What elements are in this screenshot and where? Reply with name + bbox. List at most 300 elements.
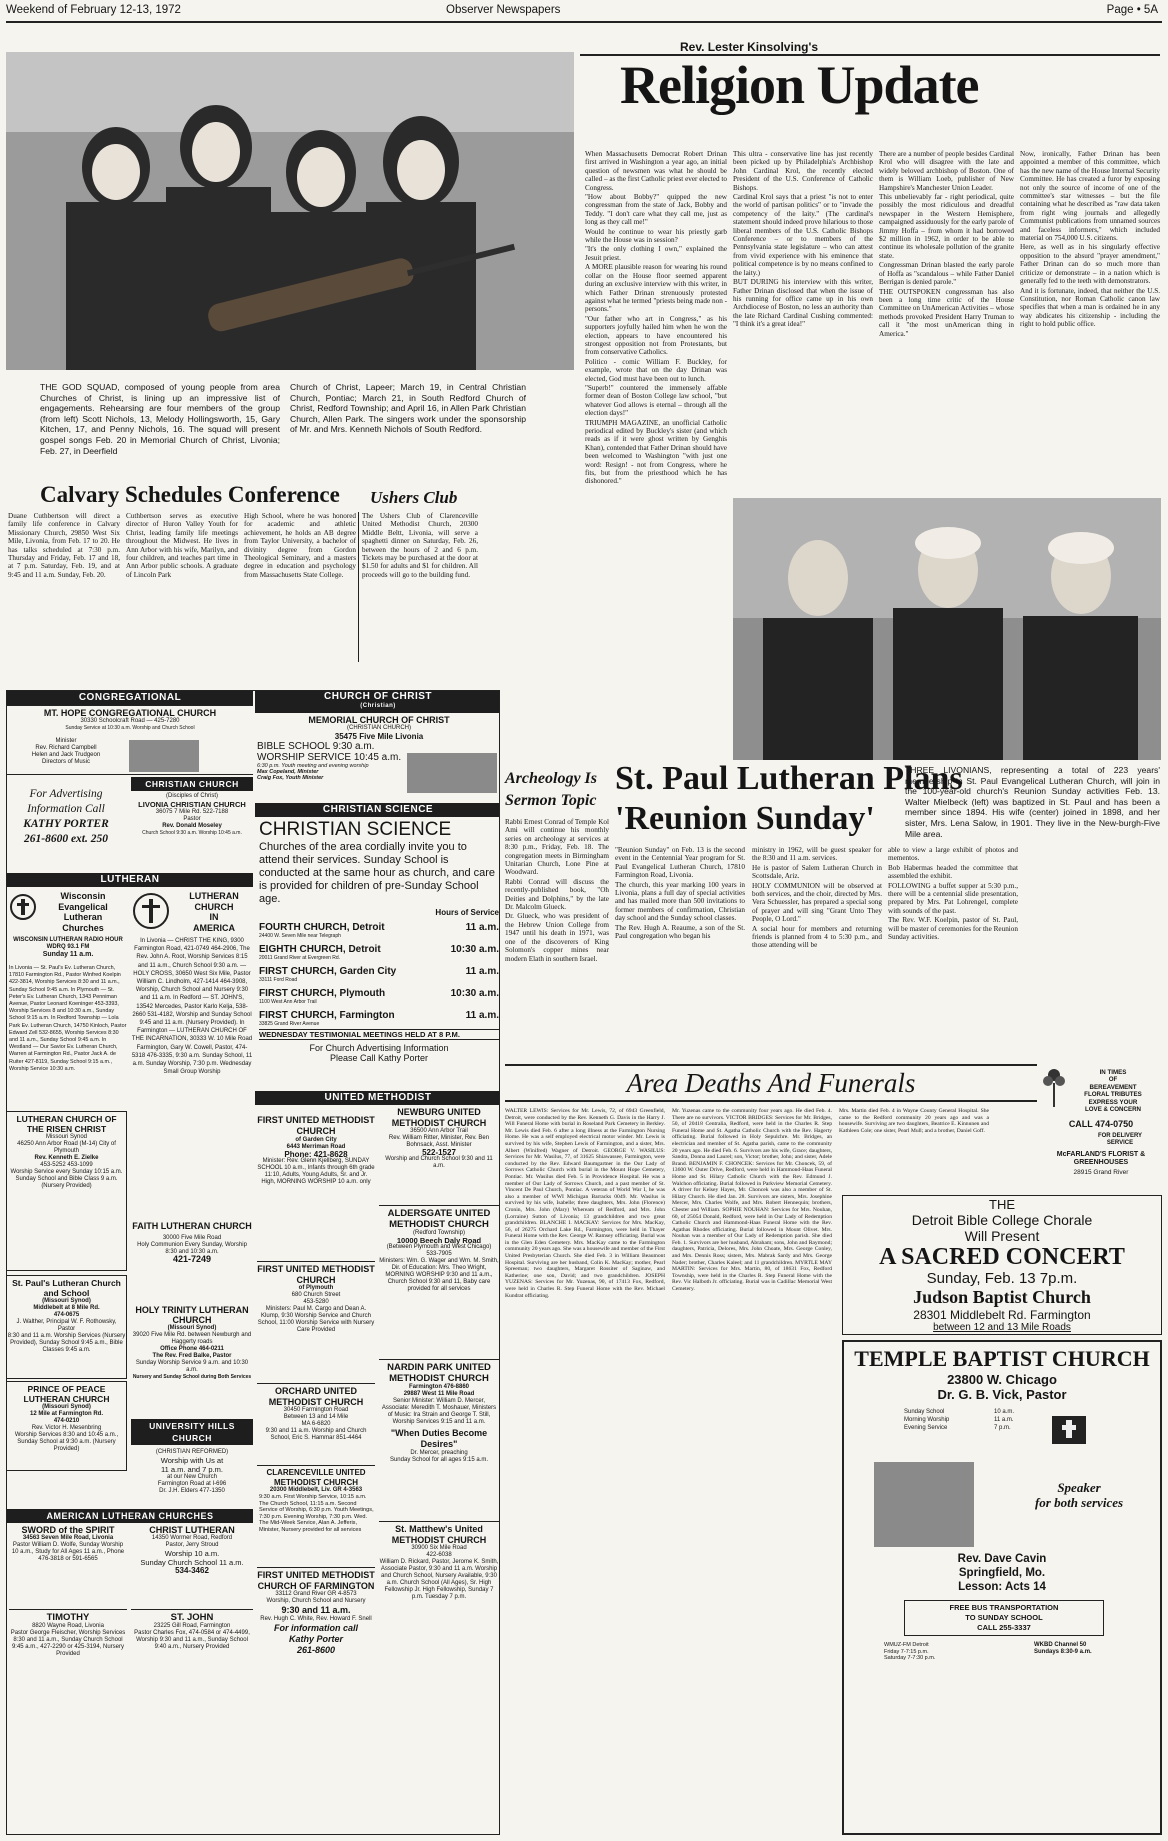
temple-speaker	[1004, 1480, 1154, 1510]
lca-title-line: CHURCH	[194, 901, 234, 912]
timothy-times: Pastor George Fleischer, Worship Services 8:30 and 11 a.m., Sunday Church School 9:45 a.m., 427-2290 or 425-3194, Nursery Provided	[10, 1630, 126, 1657]
obituary-text: Mr. Yuzenas came to the community four years ago. He died Feb. 4. There are no survivors. VICTOR BRIDGES: Services for Mr. Bridges, 50, of 20418 Centralia, Redford, were held in the Charles R. Step Funeral Home and St. Agatha Catholic Church with the Rev. Hagerty officiating. Burial followed in Holy Sepulchre. Mr. Bridges, an electrician and member of St. Agatha parish, came to the community 20 years ago. He died Feb. 6. Survivors are his wife, Grace; daughters, Sandra, Donna and Laurel; son, Victor; brother, John; and sister, Adele Brand. BENJAMIN F. CHONCEK: Services for Mr. Choncek, 59, of 13600 W. Outer Drive, Redford, were held in Hammond-Haas Funeral Home and St. Hilary Catholic Church with the Rev. Edmund J. Walchon officiating. Burial followed in Parkview Memorial Cemetery. A driver for Kelsey Hayes, Mr. Choncek was also a member of St. Hilary Church. He died Jan. 28. Survivors are sisters, Mrs. Josephine Mercer, Mrs. Charles Wolfe, and Mrs. Robert Hennequin; brothers, Chester and William. SOPHIE NOUHAN: Services for Mrs. Nouhan, 60, of 25054 Donald, Redford, were held in Our Lady of Redemption Catholic Church and Hammond-Haas Funeral Home with the Rev. Agathas Rhodes officiating. Burial followed in Mount Olivet. Mrs. Nouhan was a member of Our Lady of Redemption parish. She died Feb. 1. Survivors are her husband, Abraham; sons, John and Raymond; daughters, Patricia, Delores, Mrs. John Choate, Mrs. George Conley, and Mrs. Dennis Ross; sisters, Mrs. Mabrak Sardy and Mrs. George Nader; brother, Charles Kaleel; and 11 grandchildren. MYRTLE MAY MARTIN: Services for Mrs. Martin, 80, of 18631 Fox, Redford Township, were held in the Charles R. Step Funeral Home with the Rev. Vic Halboth Jr. officiating. Burial was in Cadillac Memorial West Cemetery.	[672, 1108, 832, 1293]
column-col-1	[585, 150, 727, 770]
stpauls-address: Middlebelt at 8 Mile Rd.	[33, 1305, 100, 1311]
christ-lutheran-pastor: Pastor, Jerry Stroud	[165, 1542, 219, 1548]
university-hills-line: at our New Church	[166, 1474, 218, 1480]
mcfarland-delivery	[1080, 1133, 1160, 1147]
calvary-paragraph: Duane Cuthbertson will direct a family life conference in Calvary Missionary Church, 29850 West Six Mile, Livonia, from Feb. 17 to 20. He has talks scheduled at 7:30 p.m. Thursday and Friday, Feb. 17 and 18, at 7 p.m. Saturday, Feb. 19, and at 9:45 and 11 a.m. Sunday, Feb. 20.	[8, 512, 120, 579]
orchard-address: 30450 Farmington Road	[283, 1407, 349, 1413]
nardin-name: NARDIN PARK UNITED METHODIST CHURCH	[387, 1362, 491, 1384]
nardin-sermon: "When Duties Become Desires"	[390, 1428, 488, 1449]
risen-christ-address: 46250 Ann Arbor Road (M-14) City of Plymouth	[17, 1141, 116, 1154]
stpauls-synod: (Missouri Synod)	[42, 1298, 91, 1304]
temple-speaker-label: Speaker	[1057, 1480, 1101, 1495]
mthope-listing	[7, 705, 253, 775]
memorial-bible-school: BIBLE SCHOOL 9:30 a.m.	[257, 741, 375, 752]
christ-lutheran-listing	[131, 1525, 253, 1605]
alc-bar: AMERICAN LUTHERAN CHURCHES	[7, 1509, 253, 1523]
holy-trinity-pastor: The Rev. Fred Balke, Pastor	[152, 1353, 232, 1359]
temple-schedule	[904, 1408, 984, 1432]
cs-time: 10:30 a.m.	[450, 988, 499, 999]
orchard-between: Between 13 and 14 Mile	[283, 1414, 349, 1420]
prince-of-peace-listing	[7, 1381, 127, 1471]
chorale-church: Judson Baptist Church	[913, 1287, 1091, 1307]
memorial-sub: (CHRISTIAN CHURCH)	[347, 725, 411, 731]
wisconsin-title-line: Churches	[62, 922, 104, 933]
mcfarland-line: LOVE & CONCERN	[1084, 1106, 1142, 1114]
sword-listing	[9, 1525, 127, 1605]
cs-address: 33825 Grand River Avenue	[259, 1021, 320, 1027]
memorial-address: 35475 Five Mile Livonia	[334, 732, 424, 741]
stpauls-phone: 474-0675	[53, 1312, 80, 1318]
god-squad-caption-text-1: THE GOD SQUAD, composed of young people from area Churches of Christ, is lining up an impressive list of engagements. Rehearsing are four members of the group (from left) Scott Nichols, 13, Melody Hollingsworth, 15, Gary Kitchen, 17, and Penny Nichols, 16. The squad will present gospel songs Feb. 20 in Memorial Church of Christ, Livonia; Feb. 27, in Deerfield	[40, 382, 280, 456]
lca-listing	[131, 889, 253, 1214]
wisconsin-title-line: Lutheran	[63, 912, 103, 922]
mcfarland-slogan	[1066, 1069, 1160, 1113]
university-hills-listing	[131, 1447, 253, 1507]
fumc-farmington-ministers: Rev. Hugh C. White, Rev. Howard F. Snell	[260, 1616, 372, 1622]
god-squad-photo	[6, 52, 574, 370]
prince-of-peace-address: 12 Mile at Farmington Rd.	[29, 1411, 103, 1417]
temple-bus-phone: CALL 255-3337	[977, 1623, 1031, 1632]
livonia-cc-listing	[131, 791, 253, 871]
column-col-4	[1020, 150, 1160, 495]
fumc-garden-city-listing	[257, 1109, 375, 1259]
stmatthews-listing	[379, 1521, 499, 1671]
chorale-the: THE	[989, 1197, 1015, 1212]
archeology-text	[505, 818, 609, 1058]
holy-trinity-times: Sunday Worship Service 9 a.m. and 10:30 a.m.	[135, 1360, 249, 1373]
orchard-name: ORCHARD UNITED METHODIST CHURCH	[268, 1386, 364, 1407]
mthope-name: MT. HOPE CONGREGATIONAL CHURCH	[43, 708, 217, 718]
column-paragraph: BUT DURING his interview with this writer, Father Drinan disclosed that when the issue of his running for office came up in his own Archdiocese of Boston, no less an authority than the late Richard Cardinal Cushing commented: "I think it's a great idea!"	[733, 278, 873, 329]
risen-christ-name: LUTHERAN CHURCH OF THE RISEN CHRIST	[16, 1114, 117, 1134]
cs-church-name: FIRST CHURCH, Farmington	[259, 1010, 395, 1021]
temple-radio-line: Saturday 7-7:30 p.m.	[884, 1655, 936, 1661]
clarenceville-listing	[257, 1465, 375, 1565]
column-paragraph: This unbelievably far - right periodical, quite possibly the most ridiculous and dreadful newspaper in the Western Hemisphere, campaigned assiduously for the early parole of Jimmy Hoffa – from whom it had borrowed $2 million in 1962, in order to be able to continue its wholesale pollution of the granite state.	[879, 193, 1014, 260]
livonians-caption-text: THREE LIVONIANS, representing a total of 223 years' membership in St. Paul Evangelical Lutheran Church, will join in the 100-year-old church's Reunion Sunday activities Feb. 13. Walter Mielbeck (left) was baptized in St. Paul and has been a member since 1894. His wife (center) joined in 1898, and her sister, Mrs. Lena Salow, in 1901. They live in the New-burgh-Five Mile area.	[905, 765, 1160, 839]
prince-of-peace-phone: 474-0210	[53, 1418, 80, 1424]
calvary-headline: Calvary Schedules Conference	[40, 482, 340, 507]
temple-bible-icon	[1044, 1402, 1094, 1452]
lca-church-list: In Livonia — CHRIST THE KING, 9300 Farmington Road, 421-0749 464-2906, The Rev. John A. Root, Worship Services 8:15 and 11 a.m., Church School 9:30 a.m. — HOLY CROSS, 30650 West Six Mile, Pastor William C. Lindholm, 427-1414 464-3908, Worship, Church School and Nursery 9:30 and 11 a.m. In Redford — ST. JOHN'S, 13542 Mercedes, Pastor Karlo Kelja, 538-2660 531-4182, Worship and Sunday School 9:45 and 11 a.m. (Nursery Provided). In Farmington — LUTHERAN CHURCH OF THE INCARNATION, 30333 W. 10 Mile Road Farmington, Gary W. Cowell, Pastor, 474-5318 476-3335, 9:30 a.m. Sunday School, 11 a.m. Sunday Worship, 7:30 p.m. Wednesday Small Group Worship	[131, 938, 253, 1076]
christian-science-listing	[259, 819, 499, 1089]
memorial-worship: WORSHIP SERVICE 10:45 a.m.	[257, 752, 402, 763]
christ-lutheran-name: CHRIST LUTHERAN	[149, 1525, 235, 1535]
memorial-evening: 6:30 p.m. Youth meeting and evening worship	[257, 763, 369, 769]
orchard-listing	[257, 1383, 375, 1463]
chorale-will: Will Present	[964, 1228, 1040, 1244]
nardin-preacher: Dr. Mercer, preaching	[410, 1450, 468, 1456]
calvary-col-3	[244, 512, 356, 682]
holy-trinity-address: 39020 Five Mile Rd. between Newburgh and Haggerty roads	[132, 1332, 252, 1345]
risen-christ-times: Worship Service every Sunday 10:15 a.m. Sunday School and Bible Class 9 a.m. (Nursery Provided)	[10, 1169, 123, 1189]
fumc-farmington-info: Worship, Church School and Nursery	[266, 1598, 366, 1604]
mcfarland-line: BEREAVEMENT	[1089, 1083, 1137, 1091]
cs-address: 20011 Grand River at Evergreen Rd.	[259, 955, 341, 961]
cs-time: 11 a.m.	[465, 1010, 499, 1021]
mcfarland-line: IN TIMES	[1099, 1069, 1127, 1076]
temple-service-time: 10 a.m.	[994, 1409, 1015, 1415]
fumc-farmington-ad: Kathy Porter	[288, 1634, 343, 1644]
faith-lutheran-address: 30000 Five Mile Road	[162, 1235, 222, 1241]
column-paragraph: Cardinal Krol says that a priest "is not to enter the world of partisan politics" or to "invade the competency of the laity." (The cardinal's statement should indeed prove hilarious to those liberal members of the U.S. Catholic Bishops Conference – or to members of the Pennsylvania state legislature – who can attest from vivid experience with his eminence that political competence is by no means confined to the laity.)	[733, 193, 873, 277]
stmatthews-phone: 422-6038	[426, 1552, 452, 1558]
stpaul-paragraph: Bob Habermas headed the committee that assembled the exhibit.	[888, 863, 1018, 881]
livonia-cc-denomination: (Disciples of Christ)	[165, 793, 218, 799]
archeology-paragraph: Dr. Glueck, who was president of the Hebrew Union College from 1947 until his death in 1971, was one of the discoverers of King Solomon's copper mines near modern Elath in southern Israel.	[505, 912, 609, 963]
lca-title	[177, 891, 251, 933]
stjohn-times: Pastor Charles Fox, 474-0584 or 474-4499, Worship 9:30 and 11 a.m., Sunday School 9:40 a.m., Nursery Provided	[134, 1630, 250, 1650]
cs-row	[259, 1010, 499, 1021]
holy-trinity-listing	[131, 1305, 253, 1417]
stpaul-paragraph: The Rev. Hugh A. Reaume, a son of the St. Paul congregation who began his	[615, 923, 745, 941]
column-paragraph: "It's the only clothing I own," explained the Jesuit priest.	[585, 245, 727, 262]
column-paragraph: "Our father who art in Congress," as his supporters joyfully hailed him when he won the election, appears to have encountered his strongest opposition not from Protestants, but from conservative Catholics.	[585, 314, 727, 357]
timothy-address: 8820 Wayne Road, Livonia	[32, 1623, 104, 1629]
mthope-minister: Rev. Richard Campbell	[35, 745, 97, 751]
nardin-sunday-school: Sunday School for all ages 9:15 a.m.	[389, 1457, 489, 1463]
column-paragraph: Here, as well as in his singularly effective opposition to the absurd "prayer amendment," Father Drinan can do so much more than criticize or demonstrate – in a nation which is generally fed to the teeth with demonstrators.	[1020, 243, 1160, 286]
temple-times	[994, 1408, 1034, 1432]
nardin-phone: Farmington 476-8860	[408, 1384, 470, 1390]
temple-service-label: Morning Worship	[904, 1417, 950, 1423]
cs-church-name: FIRST CHURCH, Garden City	[259, 966, 397, 977]
stpaul-paragraph: The church, this year marking 100 years in Livonia, plans a full day of special activities and has mailed more than 500 invitations to former members of confirmation, Christian day school and the Sunday school classes.	[615, 880, 745, 923]
obituary-text: WALTER LEWIS: Services for Mr. Lewis, 72, of 6943 Greenfield, Detroit, were conducted by the Rev. Kenneth G. Davis in the Harry J. Will Funeral Home with burial in Roseland Park Cemetery in Berkley. Mr. Lewis died Feb. 6 after a long illness at the Farmington Nursing Home. He was a self employed electrical motor winder. Mr. Lewis is survived by his wife, Stephen Lewis of Farmington, and a sister, Mrs. Albert (Winifred) Wagner of Detroit. GEORGE V. WASILUS: Services for Mr. Wasilus, 77, of 31625 Shiawassee, Farmington, were conducted by the Rev. Edward Baumgartner in the Our Lady of Sorrows Catholic Church with burial in the Mount Hope Cemetery, Pontiac. Mr. Wasilus died Feb. 5 in Providence Hospital. He was a member of Our Lady of Sorrows Church, and a past member of St. Vincent De Paul Church, Pontiac. A veteran of World War I, he was also a member of WWI Michigan Barracks 0049. Mr. Wasilus is survived by his wife, Isabelle; three daughters, Mrs. John (Florence) Cronin, Mrs. John (Mary) Wheream of Redford, and Mrs. John (Lorraine) Sutton of Livonia; 13 grandchildren and two great grandchildren. BLANCHE I. MACKAY: Services for Mrs. MacKay, 56, of 26275 Orchard Lake Rd., Farmington, were held in Thayer Funeral Home with the Rev. George W. Ramsey officiating. Burial was in the Glen Eden Cemetery. Mrs. MacKay came to the Farmington community 20 years ago. She was a housewife and member of the First United Presbyterian Church. She died Feb. 3 in William Beaumont Hospital. Surviving are her husband, Colin K. MacKay; mother, Pearl Spreeman; two daughters, Margaret Rossiter of Saginaw, and Katherine; one son, David; and two grandchildren. JOSEPH YUZENAS: Services for Mr. Yuzenas, 90, of 17413 Fox, Redford, were held in Charles R. Step Funeral Home with the Rev. Michael Kundrat officiating.	[505, 1108, 665, 1299]
temple-tv	[1034, 1642, 1144, 1656]
sword-address: 34563 Seven Mile Road, Livonia	[22, 1535, 114, 1541]
cs-hours-label: Hours of Service	[435, 908, 499, 917]
cs-row	[259, 922, 499, 933]
column-paragraph: A MORE plausible reason for wearing his round collar on the House floor seemed apparent during an exclusive interview with this writer, in which Father Drinan strenuously protested against what he termed "priests being made non - persons."	[585, 263, 727, 314]
fumc-farmington-listing	[257, 1567, 375, 1717]
publication-name: Observer Newspapers	[446, 4, 561, 16]
chorale-name: Detroit Bible College Chorale	[911, 1212, 1093, 1228]
newburg-name: NEWBURG UNITED METHODIST CHURCH	[391, 1107, 487, 1128]
advertising-info	[11, 779, 121, 869]
ushers-text	[362, 512, 478, 682]
temple-pastor: Dr. G. B. Vick, Pastor	[937, 1387, 1067, 1402]
column-paragraph: And it is fortunate, indeed, that neither the U.S. Constitution, nor Roman Catholic canon law specifies that when a man is ordained he in any way abdicates his citizenship - including the right to hold public office.	[1020, 286, 1160, 329]
christ-lutheran-school: Sunday Church School 11 a.m.	[140, 1558, 244, 1567]
temple-name: TEMPLE BAPTIST CHURCH	[854, 1346, 1150, 1371]
mcfarland-ad	[1040, 1065, 1162, 1190]
obituary-text: Mrs. Martin died Feb. 4 in Wayne County General Hospital. She came to the Redford community 20 years ago and was a housewife. Surviving are two daughters, Beatrice E. Kinnunen and Kathleen Cole; one sister, Pearl Mull; and a brother, Daniel Goff.	[839, 1108, 989, 1134]
cs-time: 11 a.m.	[465, 922, 499, 933]
lca-title-line: AMERICA	[193, 922, 235, 933]
mthope-church-photo	[129, 740, 199, 772]
newburg-address: 36500 Ann Arbor Trail	[410, 1128, 468, 1134]
lca-seal-icon	[131, 891, 175, 931]
temple-guest	[844, 1552, 1160, 1594]
nardin-ministers: Senior Minister: William D. Mercer, Associate: Meredith T. Moshauer, Ministers of Music: Ira Strain and George T. Still, Worship Services 9:15 and 11 a.m.	[381, 1398, 497, 1425]
temple-service-time: 11 a.m.	[994, 1417, 1014, 1423]
archeology-headline-1: Archeology Is	[505, 770, 597, 787]
risen-christ-synod: Missouri Synod	[45, 1134, 87, 1140]
column-col-2	[733, 150, 873, 495]
temple-speaker-photo	[874, 1462, 974, 1547]
stmatthews-times: William D. Rickard, Pastor, Jerome K. Smith, Associate Pastor, 9:30 and 11 a.m. Worship and Church School, Nursery Available, 9:30 a.m. Church School (All Ages), Sr. High Fellowship Jr. High Fellowship, Sunday 7 p.m. Tuesday 7 p.m.	[379, 1559, 499, 1600]
fumc-plymouth-name: FIRST UNITED METHODIST CHURCH	[257, 1264, 375, 1285]
mthope-staff	[11, 738, 121, 766]
god-squad-photo-art	[6, 52, 574, 370]
column-byline: Rev. Lester Kinsolving's	[680, 40, 819, 54]
christ-lutheran-worship: Worship 10 a.m.	[164, 1549, 220, 1558]
stpaul-paragraph: He is pastor of Salem Lutheran Church in Scottsdale, Ariz.	[752, 863, 882, 881]
cs-intro: Churches of the area cordially invite you to attend their services. Sunday School is conducted at the same hour as church, and care is provided for children of pre-Sunday School age.	[259, 841, 496, 905]
temple-tv-line: Sundays 8:30-9 a.m.	[1034, 1649, 1092, 1655]
cs-ad-line: For Church Advertising Information	[309, 1043, 449, 1053]
faith-lutheran-phone: 421-7249	[172, 1254, 212, 1264]
cs-row	[259, 944, 499, 955]
header-rule	[6, 21, 1162, 23]
temple-tv-line: WKBD Channel 50	[1034, 1642, 1087, 1648]
livonia-cc-times: Church School 9:30 a.m. Worship 10:45 a.m.	[142, 830, 242, 836]
christ-lutheran-phone: 534-3462	[175, 1566, 209, 1575]
temple-speaker-both: for both services	[1034, 1495, 1124, 1510]
page-number: Page • 5A	[1106, 4, 1158, 16]
temple-radio-line: WMUZ-FM Detroit	[884, 1642, 929, 1648]
christ-lutheran-address: 14350 Wormer Road, Redford	[151, 1535, 233, 1541]
cs-row	[259, 966, 499, 977]
deaths-headline: Area Deaths And Funerals	[626, 1068, 916, 1098]
fumc-plymouth-phone: 453-5280	[303, 1299, 329, 1305]
aldersgate-name: ALDERSGATE UNITED METHODIST CHURCH	[387, 1208, 491, 1230]
mcfarland-delivery-line: SERVICE	[1106, 1140, 1134, 1146]
mcfarland-address: 28915 Grand River	[1073, 1169, 1129, 1176]
deaths-col-1	[505, 1108, 665, 1833]
livonians-photo	[733, 498, 1161, 760]
stjohn-listing	[131, 1609, 253, 1689]
church-directory	[6, 690, 500, 1835]
congregational-bar: CONGREGATIONAL	[7, 691, 253, 705]
stpaul-paragraph: ministry in 1962, will be guest speaker for the 8:30 and 11 a.m. services.	[752, 846, 882, 863]
stmatthews-address: 30900 Six Mile Road	[411, 1545, 467, 1551]
risen-christ-phone: 453-5252 453-1099	[40, 1162, 93, 1168]
lca-title-line: IN	[209, 912, 219, 922]
mthope-minister-label: Minister	[55, 738, 77, 744]
aldersgate-sub: (Redford Township)	[413, 1230, 465, 1236]
stpaul-col-2	[752, 846, 882, 1061]
mcfarland-flower-icon	[1042, 1067, 1066, 1107]
stjohn-address: 23225 Gill Road, Farmington	[153, 1623, 231, 1629]
stpauls-lutheran-listing	[7, 1275, 127, 1379]
god-squad-caption-left	[40, 382, 280, 478]
fumc-farmington-times: 9:30 and 11 a.m.	[281, 1605, 351, 1615]
archeology-paragraph: Rabbi Ernest Conrad of Temple Kol Ami will continue his monthly series on archeology at services at 8:30 p.m., Friday, Feb. 18. The congregation meets in Birmingham Unitarian Church, Lone Pine at Woodward.	[505, 818, 609, 877]
fumc-plymouth-sub: of Plymouth	[298, 1285, 334, 1291]
column-paragraph: "How about Bobby?" quipped the new congressman from the state of Jack, Bobby and Teddy. "I don't care what they call me, just as long as they call me!"	[585, 193, 727, 227]
stpauls-times: 8:30 and 11 a.m. Worship Services (Nursery Provided), Sunday School 9:45 a.m., Bible Classes 9:45 a.m.	[7, 1333, 126, 1353]
memorial-church-photo	[407, 753, 497, 793]
church-of-christ-title: CHURCH OF CHRIST	[324, 691, 432, 702]
cs-row	[259, 988, 499, 999]
wisconsin-radio: WISCONSIN LUTHERAN RADIO HOUR WDRQ 93.1 FM	[13, 937, 123, 950]
mcfarland-line: EXPRESS YOUR	[1088, 1098, 1138, 1106]
prince-of-peace-synod: (Missouri Synod)	[42, 1404, 91, 1410]
memorial-name: MEMORIAL CHURCH OF CHRIST	[308, 715, 450, 725]
holy-trinity-synod: (Missouri Synod)	[167, 1325, 217, 1331]
risen-christ-listing	[7, 1111, 127, 1271]
christian-science-bar: CHRISTIAN SCIENCE	[255, 803, 500, 817]
fumc-farmington-ad-phone: 261-8600	[296, 1645, 336, 1655]
column-paragraph: Congressman Drinan blasted the early parole of Hoffa as "scandalous – while Father Daniel Berrigan is denied parole."	[879, 261, 1014, 287]
deaths-banner	[505, 1064, 1037, 1102]
cs-wednesday: WEDNESDAY TESTIMONIAL MEETINGS HELD AT 8 P.M.	[259, 1029, 499, 1040]
calvary-paragraph: High School, where he was honored for academic and athletic achievement, he holds an AB degree from Taylor University, a bachelor of divinity degree from Gordon Theological Seminary, and a masters degree in education and psychology from Massachusetts State College.	[244, 512, 356, 579]
stjohn-name: ST. JOHN	[170, 1612, 214, 1623]
cs-address: 24400 W. Seven Mile near Telegraph	[259, 933, 341, 939]
god-squad-caption-text-2: Church of Christ, Lapeer; March 19, in Central Christian Church, Pontiac; March 21, in South Redford Church of Christ, Redford Township; and April 16, in Allen Park Christian Church, Allen Park. The singers work under the sponsorship of Mr. and Mrs. Kenneth Nichols of South Redford.	[290, 382, 526, 435]
wisconsin-title	[39, 891, 127, 933]
stmatthews-name: St. Matthew's United METHODIST CHURCH	[391, 1524, 487, 1545]
prince-of-peace-name: PRINCE OF PEACE LUTHERAN CHURCH	[23, 1384, 110, 1404]
temple-service-label: Sunday School	[904, 1409, 945, 1415]
fumc-garden-phone: Phone: 421-8628	[284, 1150, 348, 1159]
stpaul-col-3	[888, 846, 1018, 1061]
newburg-listing	[379, 1107, 499, 1203]
livonia-cc-address: 36075 7 Mile Rd. 522-7188	[155, 809, 229, 815]
ad-info-name: KATHY PORTER	[23, 818, 109, 830]
wisconsin-radio-time: Sunday 11 a.m.	[42, 951, 94, 958]
mcfarland-line: FLORAL TRIBUTES	[1084, 1091, 1142, 1099]
fumc-plymouth-times: Ministers: Paul M. Cargo and Dean A. Klump, 9:30 Worship Service and Church School, 11:00 Worship Service with Nursery Care Provided	[257, 1306, 375, 1333]
memorial-youth-minister: Craig Fox, Youth Minister	[257, 775, 324, 781]
church-of-christ-bar	[255, 691, 500, 713]
orchard-phone: MA 6-6820	[301, 1421, 331, 1427]
aldersgate-between: (Between Plymouth and West Chicago)	[386, 1244, 492, 1250]
fumc-garden-sub: of Garden City	[295, 1137, 337, 1143]
cs-ad-line: Please Call Kathy Porter	[329, 1053, 429, 1063]
stpaul-headline-2: 'Reunion Sunday'	[615, 800, 875, 837]
temple-bus-line: TO SUNDAY SCHOOL	[965, 1613, 1043, 1622]
mcfarland-phone: CALL 474-0750	[1068, 1119, 1134, 1129]
cs-time: 11 a.m.	[465, 966, 499, 977]
clarenceville-name: CLARENCEVILLE UNITED METHODIST CHURCH	[266, 1468, 366, 1487]
newburg-ministers: Rev. William Ritter, Minister, Rev. Ben Bohnsack, Asst. Minister	[388, 1135, 490, 1148]
calvary-col-1	[8, 512, 120, 682]
clarenceville-address: 20300 Middlebelt, Liv. GR 4-3563	[269, 1487, 363, 1493]
prince-of-peace-pastor: Rev. Victor H. Mesenbring	[31, 1425, 102, 1431]
ushers-headline: Ushers Club	[370, 488, 458, 507]
fumc-plymouth-address: 680 Church Street	[291, 1292, 341, 1298]
temple-guest-city: Springfield, Mo.	[958, 1567, 1046, 1579]
prince-of-peace-times: Worship Services 8:30 and 10:45 a.m., Sunday School at 9:30 a.m. (Nursery Provided)	[14, 1432, 119, 1452]
university-hills-denomination: (CHRISTIAN REFORMED)	[155, 1449, 229, 1455]
university-hills-line: Farmington Road at I-696	[157, 1481, 227, 1487]
newburg-times: Worship and Church School 9:30 and 11 a.m.	[385, 1156, 493, 1169]
nardin-address: 29887 West 11 Mile Road	[403, 1391, 475, 1397]
page-header	[6, 4, 1162, 20]
stpaul-col-1	[615, 846, 745, 1061]
calvary-paragraph: Cuthbertson serves as executive director of Huron Valley Youth for Christ, leading family life meetings throughout the Midwest. He lives in Ann Arbor with his wife, Marilyn, and four children, and teaches part time in Ann Arbor public schools. A graduate of Lincoln Park	[126, 512, 238, 579]
column-paragraph: THE OUTSPOKEN congressman has also been a long time critic of the House Committee on UnAmerican Activities – whose methods provoked President Harry Truman to call it "the most unAmerican thing in America."	[879, 287, 1014, 338]
cs-church-name: FIRST CHURCH, Plymouth	[259, 988, 386, 999]
mthope-music: Helen and Jack Trudgeon	[31, 752, 101, 758]
university-hills-line: 11 a.m. and 7 p.m.	[161, 1465, 223, 1474]
temple-guest-name: Rev. Dave Cavin	[957, 1553, 1047, 1565]
sword-times: Pastor William D. Wolfe, Sunday Worship 10 a.m., Study for All Ages 11 a.m., Phone 476-3818 or 591-6565	[11, 1542, 125, 1562]
wisconsin-title-line: Evangelical	[58, 901, 108, 912]
clarenceville-times: 9:30 a.m. First Worship Service, 10:15 a.m. The Church School, 11:15 a.m. Second Service of Worship, 6:30 p.m. Youth Meetings, 7:30 p.m. Evening Worship, 7:30 p.m. Wed. The Mid-Week Service, Alan A. Jefferis, Minister, Nursery provided for all services	[259, 1494, 374, 1533]
ad-info-line: For Advertising	[29, 788, 103, 800]
ad-info-phone: 261-8600 ext. 250	[23, 833, 108, 845]
chorale-date: Sunday, Feb. 13 7p.m.	[926, 1270, 1078, 1287]
stpaul-paragraph: HOLY COMMUNION will be observed at both services, and the choir, directed by Mrs. Vera Schuessler, has prepared a special song of prayer and will sing "Grant Unto They People, O Lord."	[752, 881, 882, 924]
fumc-plymouth-listing	[257, 1261, 375, 1381]
column-title: Religion Update	[620, 55, 979, 115]
sword-name: SWORD of the SPIRIT	[21, 1525, 115, 1535]
stpauls-name: St. Paul's Lutheran Church and School	[12, 1278, 121, 1298]
calvary-col-2	[126, 512, 238, 682]
fumc-farmington-address: 33112 Grand River GR 4-8573	[275, 1591, 357, 1597]
wisconsin-title-line: Wisconsin	[60, 891, 106, 901]
university-hills-line: Dr. J.H. Elders 477-1350	[159, 1488, 225, 1494]
mcfarland-line: OF	[1108, 1076, 1118, 1084]
temple-bus-line: FREE BUS TRANSPORTATION	[949, 1603, 1059, 1612]
cs-church-name: FOURTH CHURCH, Detroit	[259, 922, 385, 933]
temple-bus-box	[904, 1600, 1104, 1636]
temple-radio-line: Friday 7-7:15 p.m.	[884, 1648, 929, 1655]
livonia-cc-pastor-label: Pastor	[183, 816, 201, 822]
chorale-between: between 12 and 13 Mile Roads	[933, 1322, 1071, 1333]
mthope-address: 30330 Schoolcraft Road — 425-7280	[80, 718, 180, 724]
fumc-garden-address: 6443 Merriman Road	[286, 1144, 346, 1150]
deaths-col-3	[839, 1108, 989, 1168]
temple-address: 23800 W. Chicago	[947, 1372, 1057, 1387]
ushers-paragraph: The Ushers Club of Clarenceville United Methodist Church, 20300 Middle Beltt, Livonia, will serve a spaghetti dinner on Saturday, Feb. 26, between the hours of 2 and 6 p.m. Tickets may be purchased at the door at $1.50 for adults and $1 for children. All proceeds will go to the building fund.	[362, 512, 478, 579]
orchard-times: 9:30 and 11 a.m. Worship and Church School, Eric S. Hammar 851-4464	[265, 1428, 367, 1441]
lca-title-line: LUTHERAN	[189, 891, 239, 901]
cs-church-name: EIGHTH CHURCH, Detroit	[259, 944, 381, 955]
aldersgate-listing	[379, 1205, 499, 1355]
university-hills-line: Worship with Us at	[160, 1456, 224, 1465]
mcfarland-delivery-line: FOR DELIVERY	[1097, 1133, 1143, 1139]
cs-time: 10:30 a.m.	[450, 944, 499, 955]
stpaul-paragraph: FOLLOWING a buffet supper at 5:30 p.m., there will be a centennial slide presentation, prepared by Mrs. Pat Lohrengel, complete with sounds of the past.	[888, 881, 1018, 915]
mthope-sub: Sunday Service at 10:30 a.m. Worship and Church School	[65, 725, 195, 731]
ushers-divider	[358, 512, 359, 662]
fumc-garden-name: FIRST UNITED METHODIST CHURCH	[257, 1115, 375, 1136]
chorale-address: 28301 Middlebelt Rd. Farmington	[913, 1308, 1091, 1322]
temple-lesson: Lesson: Acts 14	[958, 1581, 1046, 1593]
column-paragraph: This ultra - conservative line has just recently been picked up by Philadelphia's Archbishop John Cardinal Krol, the recently elected President of the U.S. Conference of Catholic Bishops.	[733, 150, 873, 192]
column-paragraph: Politico - comic William F. Buckley, for example, wrote that on the day Drinan was elected, God must have been out to lunch.	[585, 357, 727, 383]
stpaul-paragraph: The Rev. W.F. Koelpin, pastor of St. Paul, will be master of ceremonies for the Reunion Sunday activities.	[888, 916, 1018, 942]
memorial-listing	[257, 713, 500, 801]
god-squad-caption-right	[290, 382, 526, 478]
column-paragraph: Now, ironically, Father Drinan has been appointed a member of this committee, which has the new name of the House Internal Security Committee. He has created a furor by exposing not only the source of income of one of the committee's star witnesses – but the file containing what he described as "raw data taken from right wing journals and allegedly Communist publications from unnamed sources and faceless informers," which included material on 754,000 U.S. citizens.	[1020, 150, 1160, 243]
nardin-park-listing	[379, 1359, 499, 1519]
faith-lutheran-times: Holy Communion Every Sunday, Worship 8:30 and 10:30 a.m.	[137, 1242, 247, 1255]
newburg-phone: 522-1527	[422, 1148, 456, 1157]
archeology-headline-2: Sermon Topic	[505, 792, 597, 809]
wisconsin-seal-icon	[9, 893, 37, 921]
stpaul-headline-1: St. Paul Lutheran Plans	[615, 760, 963, 797]
holy-trinity-nursery: Nursery and Sunday School during Both Services	[132, 1374, 252, 1380]
temple-service-label: Evening Service	[904, 1425, 948, 1431]
faith-lutheran-listing	[131, 1221, 253, 1301]
archeology-paragraph: Rabbi Conrad will discuss the recently-published book, "Oh Deities and Dolphins," by the late Dr. Malcolm Glueck.	[505, 877, 609, 912]
cs-address: 1100 West Ann Arbor Trail	[259, 999, 317, 1005]
livonia-cc-name: LIVONIA CHRISTIAN CHURCH	[138, 800, 246, 809]
wisconsin-church-list: In Livonia — St. Paul's Ev. Lutheran Church, 17810 Farmington Rd., Pastor Winfred Koelpin 422-3814, Worship Services 8:30 and 11 a.m., Sunday School 9:45 a.m. In Plymouth — St. Peter's Ev. Lutheran Church, 1343 Penniman Avenue, Pastor Leonard Koeninger 453-3393, Worship Services 8 and 10:30 a.m., Sunday School 9:15 a.m. In Redford Township — Lola Park Ev. Lutheran Church, 14750 Kinloch, Pastor Edward Zell 532-8655, Worship Services 8:30 and 11 a.m., Sunday School 9:45 a.m. In Westland — Our Savior Ev. Lutheran Church, Warren at Farmington Rd., Pastor Jack A. de Ruiter 427-8119, Sunday School 9:15 a.m., Worship Service 10:30 a.m.	[9, 965, 127, 1072]
stpaul-paragraph: "Reunion Sunday" on Feb. 13 is the second event in the Centennial Year program for St. Paul Evangelical Lutheran Church, 17810 Farmington Road, Livonia.	[615, 846, 745, 880]
mcfarland-name: McFARLAND'S FLORIST & GREENHOUSES	[1056, 1151, 1146, 1166]
